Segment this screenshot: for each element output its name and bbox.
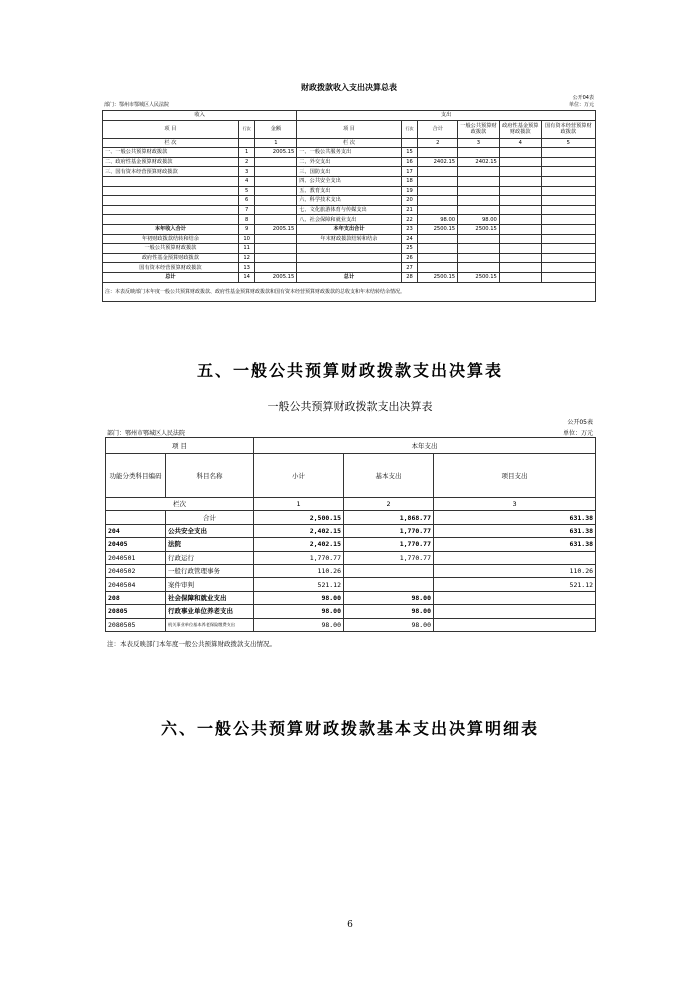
t1-fund (499, 253, 541, 263)
t2-subtotal: 1,770.77 (254, 551, 344, 564)
t1-left-item: 本年收入合计 (103, 224, 239, 234)
t1-left-item: 三、国有资本经营预算财政拨款 (103, 167, 239, 177)
t1-left-amount (255, 263, 297, 273)
t1-fund (499, 167, 541, 177)
t1-fund (499, 205, 541, 215)
t2-h-name: 科目名称 (166, 454, 254, 498)
t1-total (418, 244, 458, 254)
t1-right-row: 22 (401, 215, 418, 225)
col-5: 5 (541, 138, 595, 148)
t1-left-item: 总计 (103, 272, 239, 282)
t1-left-row: 5 (238, 186, 255, 196)
t1-right-row: 25 (401, 244, 418, 254)
t1-fund (499, 263, 541, 273)
t2-name: 法院 (166, 538, 254, 551)
table2-row (106, 618, 596, 631)
t2-code: 2040504 (106, 578, 166, 591)
section5-heading: 五、一般公共预算财政拨款支出决算表 (196, 361, 503, 380)
t1-general (458, 234, 500, 244)
t1-right-item: 五、教育支出 (297, 186, 401, 196)
table1-unit: 单位：万元 (568, 102, 594, 108)
t1-left-amount (255, 186, 297, 196)
section6-heading: 六、一般公共预算财政拨款基本支出决算明细表 (160, 719, 539, 738)
table2 (105, 437, 596, 632)
h-row2: 行次 (401, 120, 418, 138)
table1-row (103, 148, 596, 158)
h-total: 合计 (418, 120, 458, 138)
t1-state (541, 263, 595, 273)
t1-left-amount (255, 167, 297, 177)
table2-note: 注：本表反映部门本年度一般公共预算财政拨款支出情况。 (107, 639, 276, 648)
t1-total (418, 176, 458, 186)
table1-row (103, 196, 596, 206)
t1-state (541, 205, 595, 215)
t1-general: 2500.15 (458, 224, 500, 234)
t1-left-item: 一般公共预算财政拨款 (103, 244, 239, 254)
t1-state (541, 272, 595, 282)
t1-left-item (103, 186, 239, 196)
t1-general (458, 196, 500, 206)
col-label2: 栏 次 (297, 138, 401, 148)
t2-code: 2040502 (106, 564, 166, 577)
col-3: 3 (458, 138, 500, 148)
table2-title: 一般公共预算财政拨款支出决算表 (267, 400, 433, 413)
t1-general (458, 167, 500, 177)
t1-left-row: 8 (238, 215, 255, 225)
t1-right-row: 23 (401, 224, 418, 234)
t2-project: 521.12 (434, 578, 596, 591)
t1-total: 98.00 (418, 215, 458, 225)
table1-meta (102, 96, 596, 110)
t2-code: 208 (106, 591, 166, 604)
t1-general (458, 263, 500, 273)
t1-right-item: 三、国防支出 (297, 167, 401, 177)
h-row: 行次 (238, 120, 255, 138)
t1-right-item (297, 263, 401, 273)
table2-row (106, 564, 596, 577)
t1-left-amount: 2005.15 (255, 272, 297, 282)
t1-general (458, 176, 500, 186)
table1-row (103, 253, 596, 263)
t1-right-item: 二、外交支出 (297, 157, 401, 167)
t2-project (434, 605, 596, 618)
h-general: 一般公共预算财政拨款 (458, 120, 500, 138)
t2-h-basic: 基本支出 (344, 454, 434, 498)
t2-name: 行政运行 (166, 551, 254, 564)
t2-subtotal: 2,402.15 (254, 538, 344, 551)
t1-left-amount: 2005.15 (255, 224, 297, 234)
table2-row (106, 538, 596, 551)
t1-left-amount (255, 176, 297, 186)
t1-left-item (103, 176, 239, 186)
t2-basic: 98.00 (344, 591, 434, 604)
t1-left-row: 3 (238, 167, 255, 177)
t1-left-row: 14 (238, 272, 255, 282)
t2-subtotal: 98.00 (254, 591, 344, 604)
table2-row (106, 524, 596, 537)
t2-col-1: 1 (254, 498, 344, 511)
t2-code (106, 511, 166, 524)
table2-row (106, 551, 596, 564)
t1-right-item (297, 253, 401, 263)
t2-h-year: 本年支出 (254, 438, 596, 454)
t2-code: 20805 (106, 605, 166, 618)
t2-project: 631.38 (434, 511, 596, 524)
t1-left-amount (255, 205, 297, 215)
t1-left-item: 年初财政拨款结转和结余 (103, 234, 239, 244)
t1-right-row: 21 (401, 205, 418, 215)
t1-left-amount: 2005.15 (255, 148, 297, 158)
t1-fund (499, 224, 541, 234)
t1-total (418, 148, 458, 158)
t1-left-amount (255, 196, 297, 206)
t1-left-item: 一、一般公共预算财政拨款 (103, 148, 239, 158)
income-expense-summary-table-block (102, 80, 596, 302)
table1-row (103, 157, 596, 167)
t2-name: 行政事业单位养老支出 (166, 605, 254, 618)
t1-left-row: 4 (238, 176, 255, 186)
t1-right-item (297, 244, 401, 254)
t2-code: 204 (106, 524, 166, 537)
t1-fund (499, 234, 541, 244)
t1-left-row: 1 (238, 148, 255, 158)
t1-left-amount (255, 215, 297, 225)
t1-general (458, 253, 500, 263)
t1-left-row: 9 (238, 224, 255, 234)
t1-right-item: 七、文化旅游体育与传媒支出 (297, 205, 401, 215)
t1-total (418, 186, 458, 196)
t1-state (541, 224, 595, 234)
t2-subtotal: 98.00 (254, 618, 344, 631)
h-state: 国有资本经营预算财政拨款 (541, 120, 595, 138)
t1-state (541, 215, 595, 225)
t2-basic (344, 578, 434, 591)
t2-code: 2080505 (106, 618, 166, 631)
general-budget-expense-table-block (105, 393, 595, 656)
t2-h-project: 项目支出 (434, 454, 596, 498)
t2-basic: 1,770.77 (344, 538, 434, 551)
t1-fund (499, 196, 541, 206)
t1-total (418, 167, 458, 177)
h-fund: 政府性基金预算财政拨款 (499, 120, 541, 138)
income-header: 收入 (103, 111, 297, 121)
t1-right-item: 一、一般公共服务支出 (297, 148, 401, 158)
t2-project: 110.26 (434, 564, 596, 577)
h-item: 项 目 (103, 120, 239, 138)
t1-general (458, 148, 500, 158)
table1-row (103, 224, 596, 234)
t2-basic: 1,770.77 (344, 524, 434, 537)
table1-row (103, 176, 596, 186)
t1-total: 2500.15 (418, 224, 458, 234)
t1-right-row: 17 (401, 167, 418, 177)
t1-left-item (103, 215, 239, 225)
t1-state (541, 148, 595, 158)
t1-left-row: 13 (238, 263, 255, 273)
t1-left-row: 12 (238, 253, 255, 263)
t1-total (418, 205, 458, 215)
t1-state (541, 253, 595, 263)
table1-row (103, 167, 596, 177)
t2-name: 社会保障和就业支出 (166, 591, 254, 604)
t1-left-item (103, 205, 239, 215)
t1-right-item: 年末财政拨款结转和结余 (297, 234, 401, 244)
table1-row (103, 272, 596, 282)
t1-state (541, 167, 595, 177)
table1-code: 公开04表 (572, 95, 594, 101)
t1-fund (499, 157, 541, 167)
page-number: 6 (347, 920, 353, 930)
t1-left-item: 二、政府性基金预算财政拨款 (103, 157, 239, 167)
t1-state (541, 186, 595, 196)
t1-right-row: 15 (401, 148, 418, 158)
t2-col-2: 2 (344, 498, 434, 511)
t1-general: 2402.15 (458, 157, 500, 167)
table1-row (103, 234, 596, 244)
col-2: 2 (418, 138, 458, 148)
h-amount: 金额 (255, 120, 297, 138)
t1-state (541, 234, 595, 244)
t1-fund (499, 176, 541, 186)
t2-name: 公共安全支出 (166, 524, 254, 537)
table1-title: 财政拨款收入支出决算总表 (301, 83, 397, 92)
table2-row (106, 591, 596, 604)
table2-meta (105, 421, 595, 437)
col-1: 1 (255, 138, 297, 148)
t1-right-item: 本年支出合计 (297, 224, 401, 234)
t1-right-item: 八、社会保障和就业支出 (297, 215, 401, 225)
table1-note: 注：本表反映部门本年度一般公共预算财政拨款、政府性基金预算财政拨款和国有资本经营预算财政拨款的总收支和年末结转结余情况。 (102, 283, 596, 302)
t1-right-row: 27 (401, 263, 418, 273)
table1-row (103, 215, 596, 225)
col-4: 4 (499, 138, 541, 148)
t2-code: 20405 (106, 538, 166, 551)
t1-fund (499, 244, 541, 254)
table2-unit: 单位：万元 (562, 430, 593, 437)
t1-left-amount (255, 157, 297, 167)
t1-general (458, 186, 500, 196)
t1-total (418, 196, 458, 206)
table2-row (106, 578, 596, 591)
t2-h-sub: 小计 (254, 454, 344, 498)
table1-row (103, 244, 596, 254)
table2-row (106, 511, 596, 524)
t2-h-item: 项 目 (106, 438, 254, 454)
t2-subtotal: 110.26 (254, 564, 344, 577)
t2-name: 合计 (166, 511, 254, 524)
t1-total (418, 234, 458, 244)
t1-left-amount (255, 253, 297, 263)
t1-state (541, 196, 595, 206)
t1-right-item: 总计 (297, 272, 401, 282)
t1-fund (499, 148, 541, 158)
t1-state (541, 176, 595, 186)
t2-name: 一般行政管理事务 (166, 564, 254, 577)
t2-h-code: 功能分类科目编码 (106, 454, 166, 498)
t2-basic: 98.00 (344, 618, 434, 631)
t1-left-amount (255, 244, 297, 254)
t1-right-item: 四、公共安全支出 (297, 176, 401, 186)
t1-general: 2500.15 (458, 272, 500, 282)
t2-project (434, 551, 596, 564)
t1-fund (499, 186, 541, 196)
t1-left-item (103, 196, 239, 206)
t1-right-row: 28 (401, 272, 418, 282)
t2-project (434, 591, 596, 604)
t1-state (541, 244, 595, 254)
t2-subtotal: 2,402.15 (254, 524, 344, 537)
t2-project: 631.38 (434, 524, 596, 537)
t2-name: 机关事业单位基本养老保险缴费支出 (166, 618, 254, 631)
table1-row (103, 205, 596, 215)
table2-code: 公开05表 (567, 419, 593, 426)
t2-code: 2040501 (106, 551, 166, 564)
t2-subtotal: 98.00 (254, 605, 344, 618)
t1-fund (499, 272, 541, 282)
t2-basic (344, 564, 434, 577)
t1-general: 98.00 (458, 215, 500, 225)
t1-right-row: 26 (401, 253, 418, 263)
t1-total: 2402.15 (418, 157, 458, 167)
col-label: 栏 次 (103, 138, 239, 148)
t1-left-amount (255, 234, 297, 244)
t1-right-row: 20 (401, 196, 418, 206)
t1-total (418, 263, 458, 273)
t1-left-row: 10 (238, 234, 255, 244)
t1-general (458, 205, 500, 215)
t1-right-row: 24 (401, 234, 418, 244)
t1-left-row: 2 (238, 157, 255, 167)
t1-general (458, 244, 500, 254)
t1-left-row: 6 (238, 196, 255, 206)
table1 (102, 110, 596, 283)
t2-basic: 1,770.77 (344, 551, 434, 564)
t2-name: 案件审判 (166, 578, 254, 591)
t1-left-row: 7 (238, 205, 255, 215)
table1-dept: 部门：鄂州市鄂城区人民法院 (104, 102, 170, 108)
t1-left-item: 政府性基金预算财政拨款 (103, 253, 239, 263)
expense-header: 支出 (297, 111, 596, 121)
t1-fund (499, 215, 541, 225)
t1-right-row: 19 (401, 186, 418, 196)
t1-total: 2500.15 (418, 272, 458, 282)
table1-row (103, 263, 596, 273)
t1-right-row: 16 (401, 157, 418, 167)
t1-left-row: 11 (238, 244, 255, 254)
t2-basic: 98.00 (344, 605, 434, 618)
t1-state (541, 157, 595, 167)
t2-subtotal: 2,500.15 (254, 511, 344, 524)
table2-dept: 部门：鄂州市鄂城区人民法院 (107, 430, 186, 437)
table1-row (103, 186, 596, 196)
t2-basic: 1,868.77 (344, 511, 434, 524)
table2-row (106, 605, 596, 618)
t1-right-row: 18 (401, 176, 418, 186)
t2-subtotal: 521.12 (254, 578, 344, 591)
t1-left-item: 国有资本经营预算财政拨款 (103, 263, 239, 273)
t2-project: 631.38 (434, 538, 596, 551)
t2-project (434, 618, 596, 631)
t2-col-3: 3 (434, 498, 596, 511)
t2-col-label: 栏次 (106, 498, 254, 511)
t1-right-item: 六、科学技术支出 (297, 196, 401, 206)
t1-total (418, 253, 458, 263)
h-item2: 项 目 (297, 120, 401, 138)
